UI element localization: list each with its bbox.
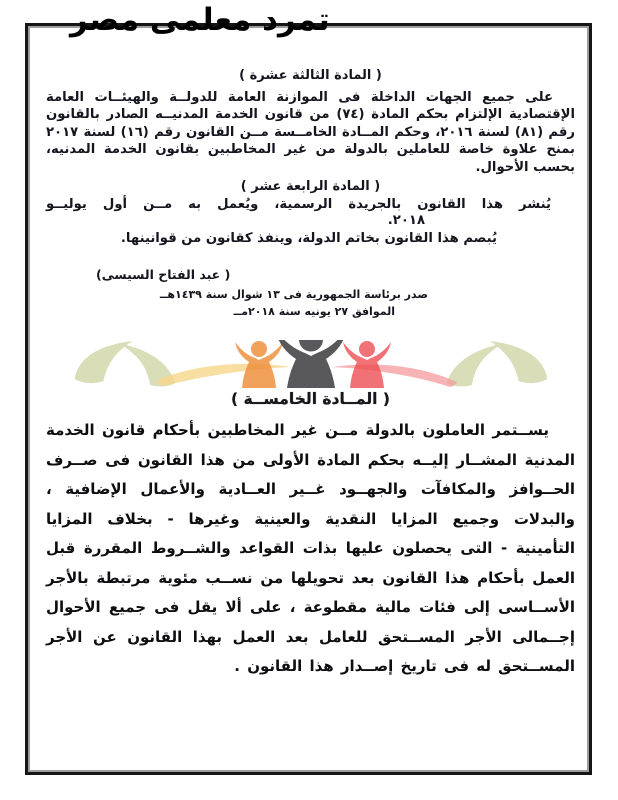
- gregorian-date-line: الموافق ٢٧ يونيه سنة ٢٠١٨مــ: [233, 305, 395, 319]
- hijri-issue-date-line: صدر برئاسة الجمهورية فى ١٣ شوال سنة ١٤٣٩هــ: [159, 288, 428, 302]
- tamarod-logo-watermark: [66, 340, 556, 388]
- article-14-seal-line: يُبصم هذا القانون بخاتم الدولة، وينفذ كقانون من قوانينها.: [120, 231, 497, 247]
- article-5-heading: ( المــادة الخامســة ): [231, 390, 390, 409]
- article-13-heading: ( المادة الثالثة عشرة ): [239, 68, 382, 83]
- org-title: تمرد معلمى مصر: [70, 2, 330, 38]
- article-14-heading: ( المادة الرابعة عشر ): [240, 179, 381, 195]
- logo-leaves-right-icon: [446, 341, 547, 386]
- document-content: [30, 28, 587, 770]
- president-signature: ( عبد الفتاح السيسى): [96, 267, 231, 283]
- article-14-year-line: ٢٠١٨.: [387, 213, 425, 229]
- article-5-body: يســتمر العاملون بالدولة مــن غير المخاطبين بأحكام قانون الخدمة المدنية المشــار إليــه بحكم المادة الأولى من هذا القانون فى صــرف الحــوافز والمكافآت والجهــود غــير العــادية والأعمال الإضافية ، والبدلات وجميع المزايا النقدية والعينية وغيرها - بخلاف المزايا التأمينية - التى يحصلون عليها بذات القواعد والشــروط المقررة قبل العمل بأحكام هذا القانون بعد تحويلها من نســب مئوية مرتبطة بالأجر الأســاسى إلى فئات مالية مقطوعة ، على ألا يقل فى جميع الأحوال إجــمالى الأجر المســتحق للعامل بعد العمل بهذا القانون عن الأجر المســتحق له فى تاريخ إصــدار هذا القانون .: [46, 421, 575, 676]
- logo-figure-dark-icon: [275, 340, 347, 388]
- article-13-body: على جميع الجهات الداخلة فى الموازنة العامة للدولــة والهيئــات العامة الإقتصادية الإلتزام بحكم المادة (٧٤) من قانون الخدمة المدنيــه الصادر بالقانون رقم (٨١) لسنة ٢٠١٦، وحكم المــادة الخامــسة مــن القانون رقم (١٦) لسنة ٢٠١٧ بمنح علاوة خاصة للعاملين بالدولة من غير المخاطبين بقانون الخدمة المدنيه، بحسب الأحوال.: [46, 90, 575, 175]
- article-14-publish-line: يُنشر هذا القانون بالجريدة الرسمية، ويُعمل به مــن أول يوليــو: [46, 197, 551, 213]
- page-border-frame: [25, 23, 592, 775]
- logo-figure-red-icon: [343, 341, 391, 388]
